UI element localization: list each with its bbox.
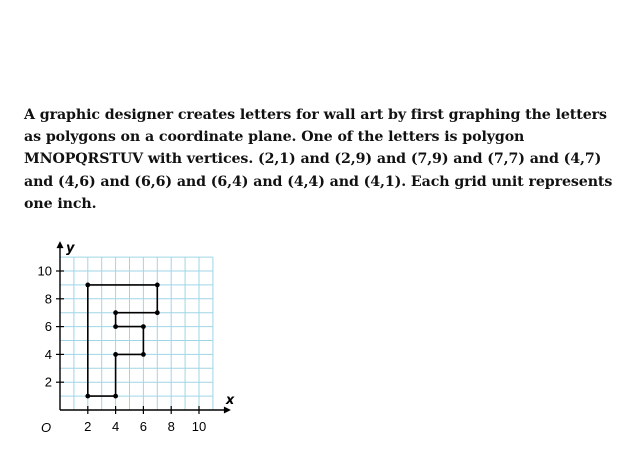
polygon-vertex bbox=[141, 324, 146, 329]
y-tick-label: 6 bbox=[44, 319, 52, 335]
polygon-vertex bbox=[141, 352, 146, 357]
polygon-vertex bbox=[85, 283, 90, 288]
x-tick-label: 2 bbox=[84, 419, 92, 434]
grid-lines bbox=[60, 257, 213, 410]
y-axis-arrow bbox=[57, 241, 64, 248]
polygon-vertex bbox=[85, 394, 90, 399]
polygon-vertex bbox=[113, 352, 118, 357]
coordinate-graph bbox=[20, 236, 250, 436]
y-axis-label: y bbox=[66, 241, 75, 257]
polygon-vertex bbox=[113, 310, 118, 315]
y-tick-label: 4 bbox=[44, 346, 52, 362]
y-tick-label: 8 bbox=[44, 291, 52, 307]
polygon-vertex bbox=[155, 283, 160, 288]
tick-labels bbox=[38, 264, 207, 435]
problem-text: A graphic designer creates letters for wall art by first graphing the letters as polygons on a coordinate plane. One of the letters is polygon MNOPQRSTUV with vertices. (2,1) and (2,9) and (7,9) and (7,7) and (4,7) and (4,6) and (6,6) and (6,4) and (4,4) and (4,1). Each grid unit represents one inch. bbox=[24, 107, 613, 212]
y-tick-label: 10 bbox=[37, 263, 52, 279]
tick-marks bbox=[56, 271, 199, 414]
origin-label: O bbox=[40, 420, 52, 435]
x-axis-label: x bbox=[225, 393, 235, 408]
x-tick-label: 4 bbox=[111, 419, 120, 434]
x-tick-label: 6 bbox=[139, 419, 148, 434]
x-tick-label: 8 bbox=[167, 419, 175, 434]
polygon-vertex bbox=[155, 310, 160, 315]
polygon-vertex bbox=[113, 394, 118, 399]
x-tick-label: 10 bbox=[191, 419, 207, 434]
polygon-vertex bbox=[113, 324, 118, 329]
y-tick-label: 2 bbox=[44, 374, 52, 390]
